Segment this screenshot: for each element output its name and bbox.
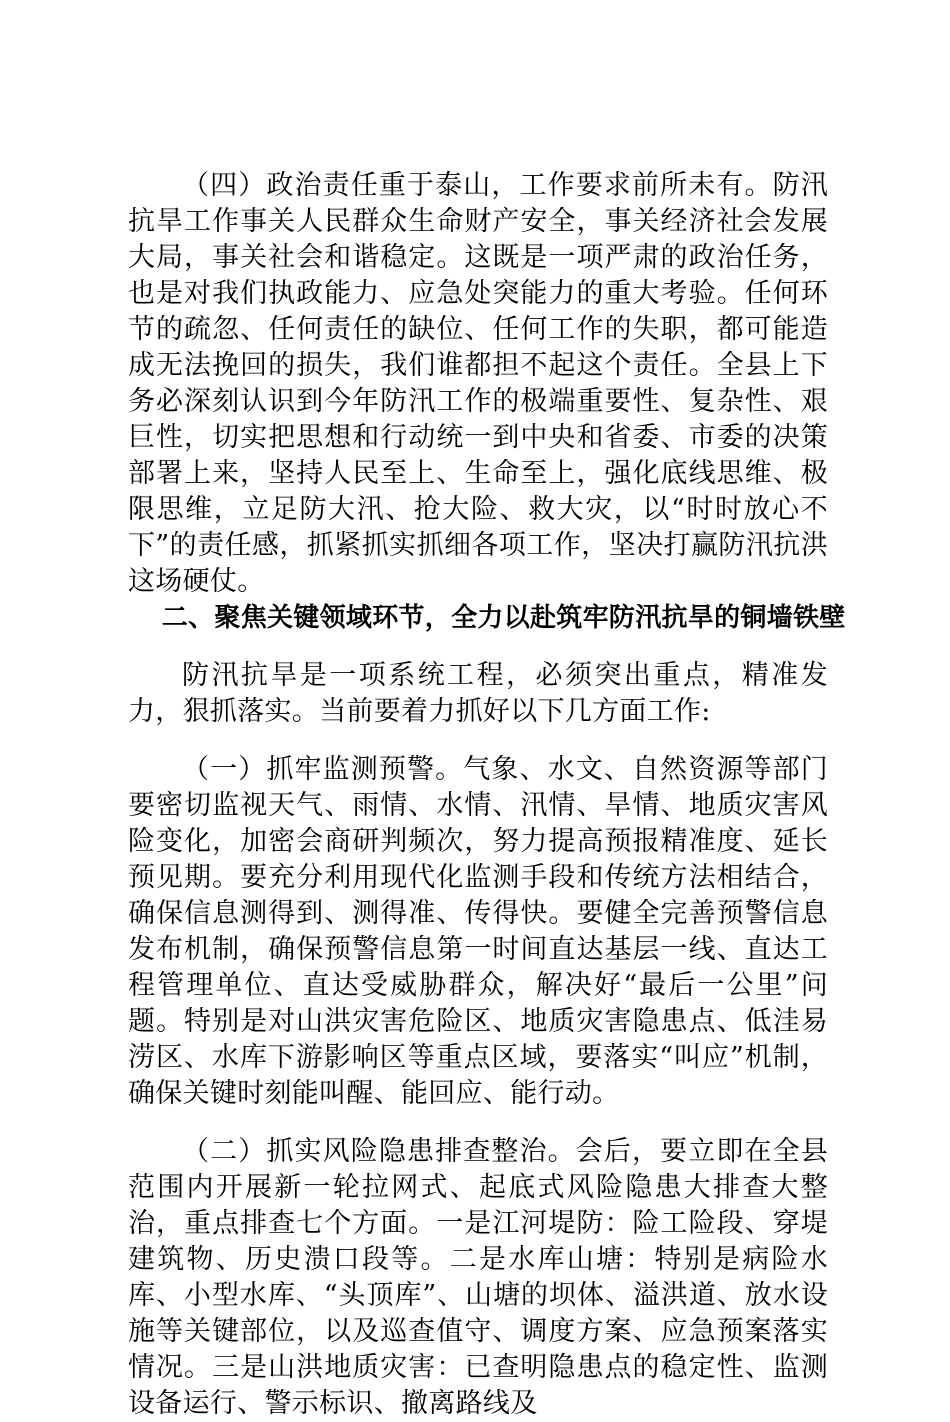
section-2-intro: 防汛抗旱是一项系统工程，必须突出重点，精准发力，狠抓落实。当前要着力抓好以下几方面工作:: [128, 660, 828, 727]
section-2-item-2: （二）抓实风险隐患排查整治。会后，要立即在全县范围内开展新一轮拉网式、起底式风险隐患大排查大整治，重点排查七个方面。一是江河堤防：险工险段、穿堤建筑物、历史溃口段等。二是水库山塘：特别是病险水库、小型水库、“头顶库”、山塘的坝体、溢洪道、放水设施等关键部位，以及巡查值守、调度方案、应急预案落实情况。三是山洪地质灾害：已查明隐患点的稳定性、监测设备运行、警示标识、撤离路线及: [128, 1136, 828, 1419]
document-body: [128, 168, 846, 1422]
section-2-heading: 二、聚焦关键领域环节，全力以赴筑牢防汛抗旱的铜墙铁壁: [161, 603, 846, 633]
section-2-item-1: （一）抓牢监测预警。气象、水文、自然资源等部门要密切监视天气、雨情、水情、汛情、旱情、地质灾害风险变化，加密会商研判频次，努力提高预报精准度、延长预见期。要充分利用现代化监测手段和传统方法相结合，确保信息测得到、测得准、传得快。要健全完善预警信息发布机制，确保预警信息第一时间直达基层一线、直达工程管理单位、直达受威胁群众，解决好“最后一公里”问题。特别是对山洪灾害危险区、地质灾害隐患点、低洼易涝区、水库下游影响区等重点区域，要落实“叫应”机制，确保关键时刻能叫醒、能回应、能行动。: [128, 754, 828, 1109]
paragraph-section-1-item-4: （四）政治责任重于泰山，工作要求前所未有。防汛抗旱工作事关人民群众生命财产安全，事关经济社会发展大局，事关社会和谐稳定。这既是一项严肃的政治任务，也是对我们执政能力、应急处突能力的重大考验。任何环节的疏忽、任何责任的缺位、任何工作的失职，都可能造成无法挽回的损失，我们谁都担不起这个责任。全县上下务必深刻认识到今年防汛工作的极端重要性、复杂性、艰巨性，切实把思想和行动统一到中央和省委、市委的决策部署上来，坚持人民至上、生命至上，强化底线思维、极限思维，立足防大汛、抢大险、救大灾，以“时时放心不下”的责任感，抓紧抓实抓细各项工作，坚决打赢防汛抗洪这场硬仗。: [128, 170, 828, 597]
